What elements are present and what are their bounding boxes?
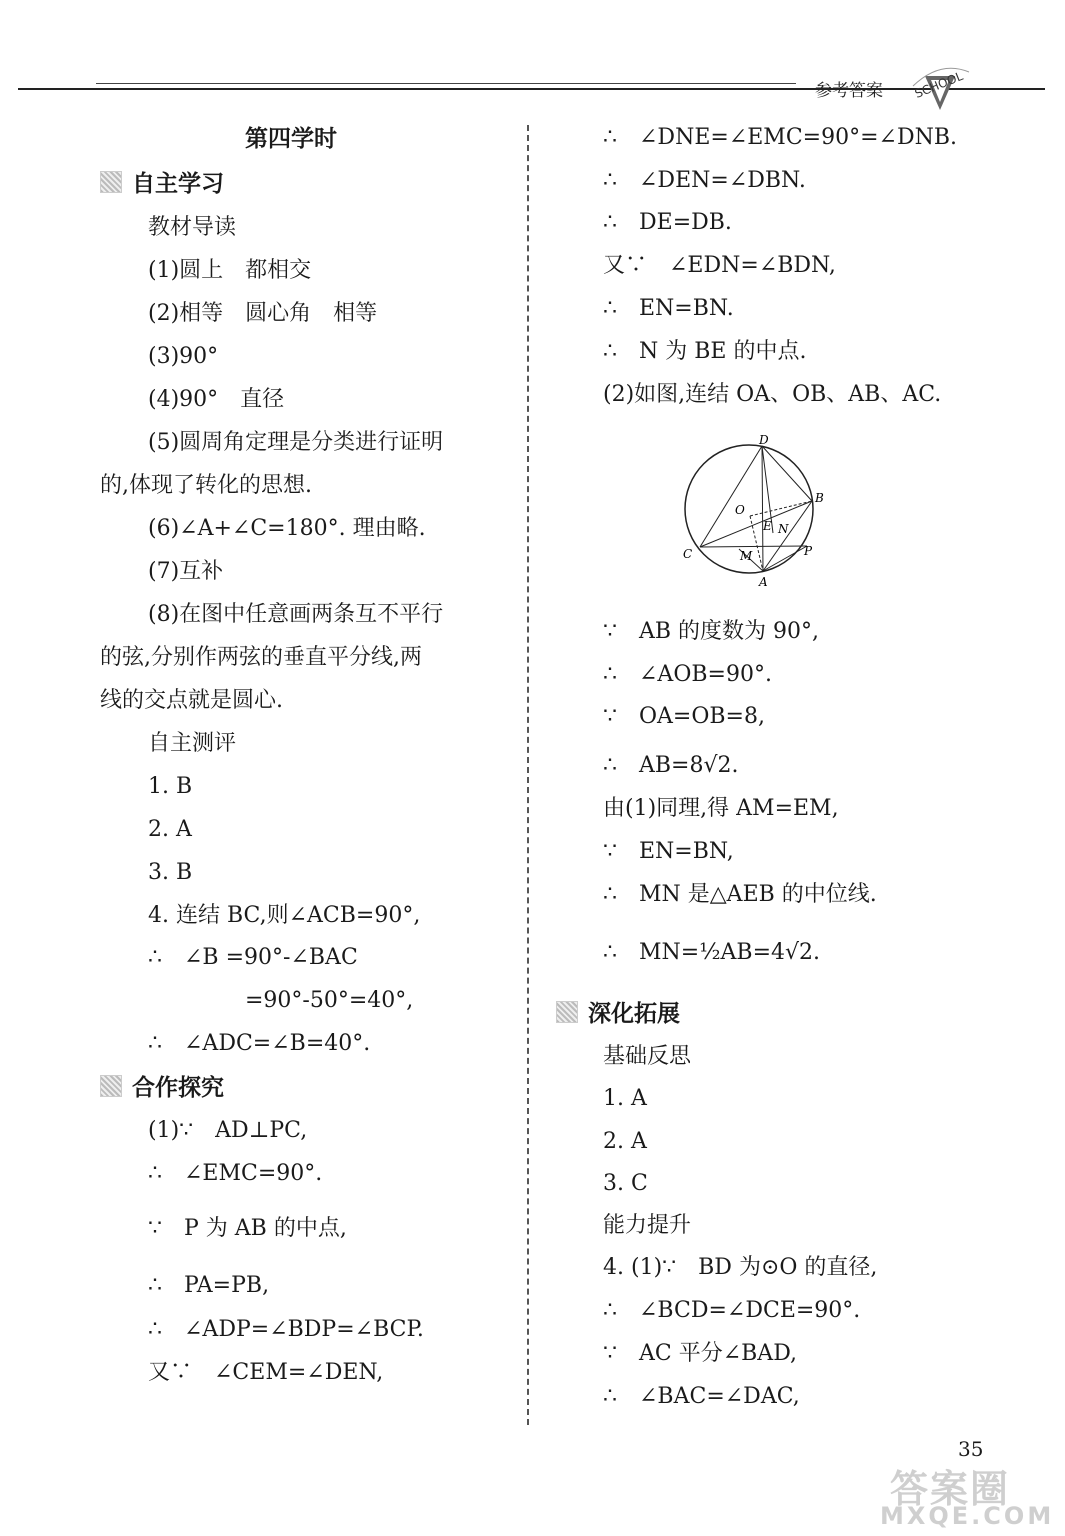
header-rule [18, 88, 1045, 90]
answer-line: ∴ EN=BN. [603, 296, 734, 321]
lesson-title: 第四学时 [245, 126, 337, 152]
answer-line: ∵ EN=BN, [603, 839, 734, 864]
label-E: E [763, 519, 772, 533]
answer-line: 又∵ ∠EDN=∠BDN, [603, 253, 836, 278]
section-label: 深化拓展 [588, 1001, 680, 1027]
page-number: 35 [958, 1437, 984, 1461]
answer-line: (2)相等 圆心角 相等 [148, 301, 378, 326]
logo-text: SCHOOL [912, 68, 965, 101]
answer-line: (3)90° [148, 344, 219, 369]
label-M: M [740, 549, 753, 563]
label-C: C [683, 547, 693, 561]
school-logo-icon [905, 58, 975, 118]
circle-geometry-figure [675, 430, 845, 590]
answer-line: 4. 连结 BC,则∠ACB=90°, [148, 903, 421, 928]
label-A: A [759, 575, 768, 589]
section-heading-self-study [100, 169, 224, 199]
answer-line: (1)∵ AD⊥PC, [148, 1118, 308, 1143]
label-B: B [815, 491, 824, 505]
label-D: D [759, 433, 769, 447]
subheading: 教材导读 [148, 215, 237, 240]
answer-line: ∴ N 为 BE 的中点. [603, 339, 807, 364]
answer-line: (2)如图,连结 OA、OB、AB、AC. [603, 382, 942, 407]
answer-line: 由(1)同理,得 AM=EM, [603, 796, 839, 821]
subheading: 自主测评 [148, 731, 237, 756]
answer-line: (5)圆周角定理是分类进行证明 [148, 430, 444, 455]
answer-line: 1. A [603, 1086, 647, 1111]
answer-line: ∴ ∠ADP=∠BDP=∠BCP. [148, 1317, 424, 1342]
subheading: 基础反思 [603, 1044, 692, 1069]
answer-line: ∴ ∠B =90°-∠BAC [148, 945, 358, 970]
answer-line: 1. B [148, 774, 193, 799]
answer-line: =90°-50°=40°, [245, 988, 414, 1013]
answer-line: ∵ AC 平分∠BAD, [603, 1341, 798, 1366]
watermark [880, 1458, 1055, 1530]
answer-line: (4)90° 直径 [148, 387, 285, 412]
answer-line: ∴ ∠AOB=90°. [603, 662, 772, 687]
section-heading-extension [556, 999, 680, 1029]
answer-line: 的弦,分别作两弦的垂直平分线,两 [100, 645, 422, 670]
answer-line: 的,体现了转化的思想. [100, 473, 312, 498]
section-label: 合作探究 [132, 1075, 224, 1101]
answer-line: ∴ DE=DB. [603, 210, 732, 235]
label-P: P [804, 544, 813, 558]
answer-line: 3. C [603, 1171, 648, 1196]
answer-line: (6)∠A+∠C=180°. 理由略. [148, 516, 426, 541]
answer-line: 3. B [148, 860, 193, 885]
section-icon [100, 171, 122, 193]
answer-line: ∴ MN=½AB=4√2. [603, 940, 821, 965]
column-divider [527, 125, 529, 1425]
answer-line: 4. (1)∵ BD 为⊙O 的直径, [603, 1255, 878, 1280]
label-N: N [778, 522, 789, 536]
answer-line: ∴ ∠BCD=∠DCE=90°. [603, 1298, 861, 1323]
section-icon [100, 1075, 122, 1097]
answer-line: ∴ ∠BAC=∠DAC, [603, 1384, 800, 1409]
label-O: O [735, 503, 745, 517]
subheading: 能力提升 [603, 1213, 692, 1238]
answer-line: ∴ ∠EMC=90°. [148, 1161, 323, 1186]
section-label: 自主学习 [132, 171, 224, 197]
answer-line: ∴ ∠DEN=∠DBN. [603, 168, 806, 193]
answer-line: ∵ P 为 AB 的中点, [148, 1216, 347, 1241]
header-rule-thin [96, 83, 796, 84]
answer-line: (1)圆上 都相交 [148, 258, 312, 283]
answer-line: ∵ OA=OB=8, [603, 704, 765, 729]
watermark-bottom: MXQE.COM [880, 1502, 1055, 1530]
answer-line: 2. A [148, 817, 192, 842]
header-label: 参考答案 [815, 81, 883, 101]
watermark-top: 答案圈 [890, 1467, 1011, 1511]
answer-line: ∴ AB=8√2. [603, 753, 739, 778]
section-icon [556, 1001, 578, 1023]
section-heading-cooperative [100, 1073, 224, 1103]
answer-line: (7)互补 [148, 559, 224, 584]
answer-line: 线的交点就是圆心. [100, 688, 283, 713]
answer-line: (8)在图中任意画两条互不平行 [148, 602, 444, 627]
answer-line: 又∵ ∠CEM=∠DEN, [148, 1360, 384, 1385]
answer-line: 2. A [603, 1129, 647, 1154]
answer-line: ∴ ∠ADC=∠B=40°. [148, 1031, 371, 1056]
answer-line: ∵ AB 的度数为 90°, [603, 619, 820, 644]
answer-line: ∴ ∠DNE=∠EMC=90°=∠DNB. [603, 125, 958, 150]
answer-line: ∴ PA=PB, [148, 1273, 270, 1298]
answer-line: ∴ MN 是△AEB 的中位线. [603, 882, 877, 907]
